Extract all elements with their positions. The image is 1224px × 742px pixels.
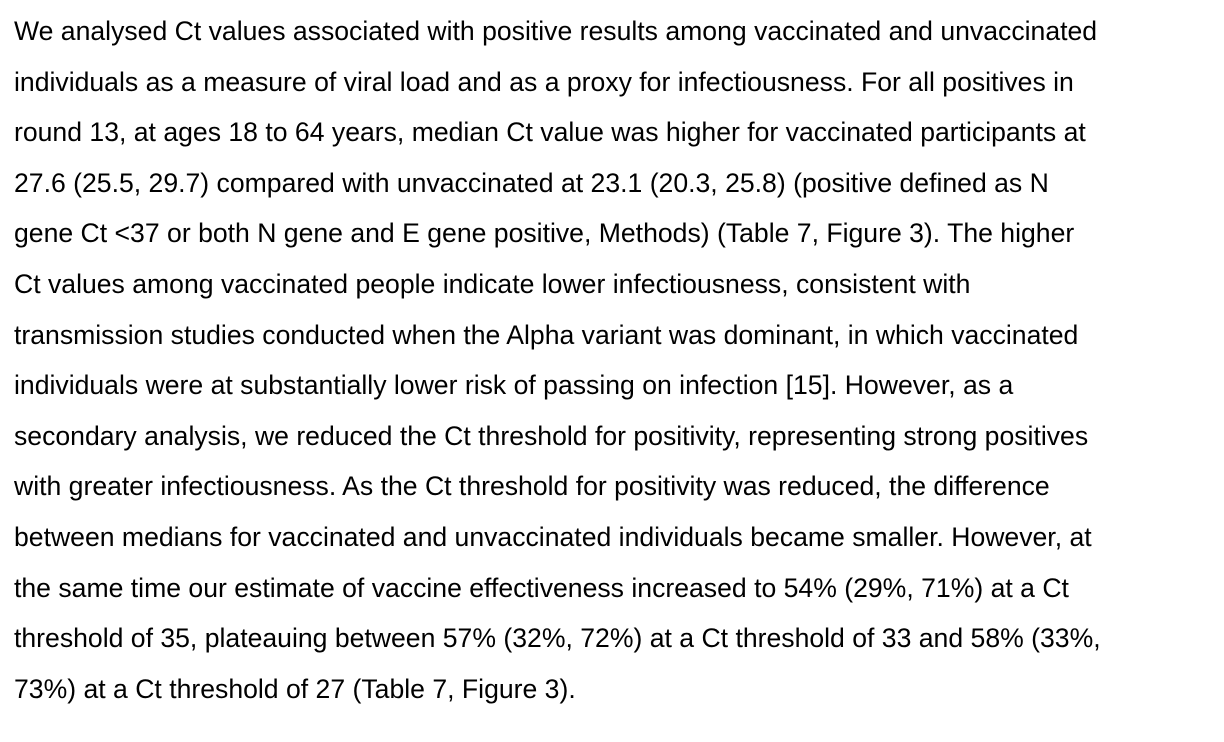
body-paragraph [14,6,1220,714]
paragraph-line: individuals were at substantially lower risk of passing on infection [15]. However, as a [14,370,1014,401]
paragraph-line: We analysed Ct values associated with positive results among vaccinated and unvaccinated [14,16,1098,46]
paragraph-line: individuals as a measure of viral load and as a proxy for infectiousness. For all positives in [14,66,1074,97]
paragraph-line: secondary analysis, we reduced the Ct threshold for positivity, representing strong positives [14,420,1089,451]
paragraph-line: Ct values among vaccinated people indicate lower infectiousness, consistent with [14,268,971,299]
paragraph-line: 27.6 (25.5, 29.7) compared with unvaccinated at 23.1 (20.3, 25.8) (positive defined as N [14,167,1049,198]
paragraph-line: the same time our estimate of vaccine effectiveness increased to 54% (29%, 71%) at a Ct [14,572,1069,603]
paragraph-line: transmission studies conducted when the Alpha variant was dominant, in which vaccinated [14,319,1079,350]
paragraph-line: threshold of 35, plateauing between 57% (32%, 72%) at a Ct threshold of 33 and 58% (33%, [14,623,1101,654]
paragraph-line: gene Ct <37 or both N gene and E gene positive, Methods) (Table 7, Figure 3). The higher [14,218,1075,249]
paragraph-line: with greater infectiousness. As the Ct threshold for positivity was reduced, the difference [14,471,1050,502]
paragraph-line: between medians for vaccinated and unvaccinated individuals became smaller. However, at [14,521,1092,552]
paragraph-line: round 13, at ages 18 to 64 years, median Ct value was higher for vaccinated participants at [14,117,1086,148]
paragraph-line: 73%) at a Ct threshold of 27 (Table 7, Figure 3). [14,673,576,704]
